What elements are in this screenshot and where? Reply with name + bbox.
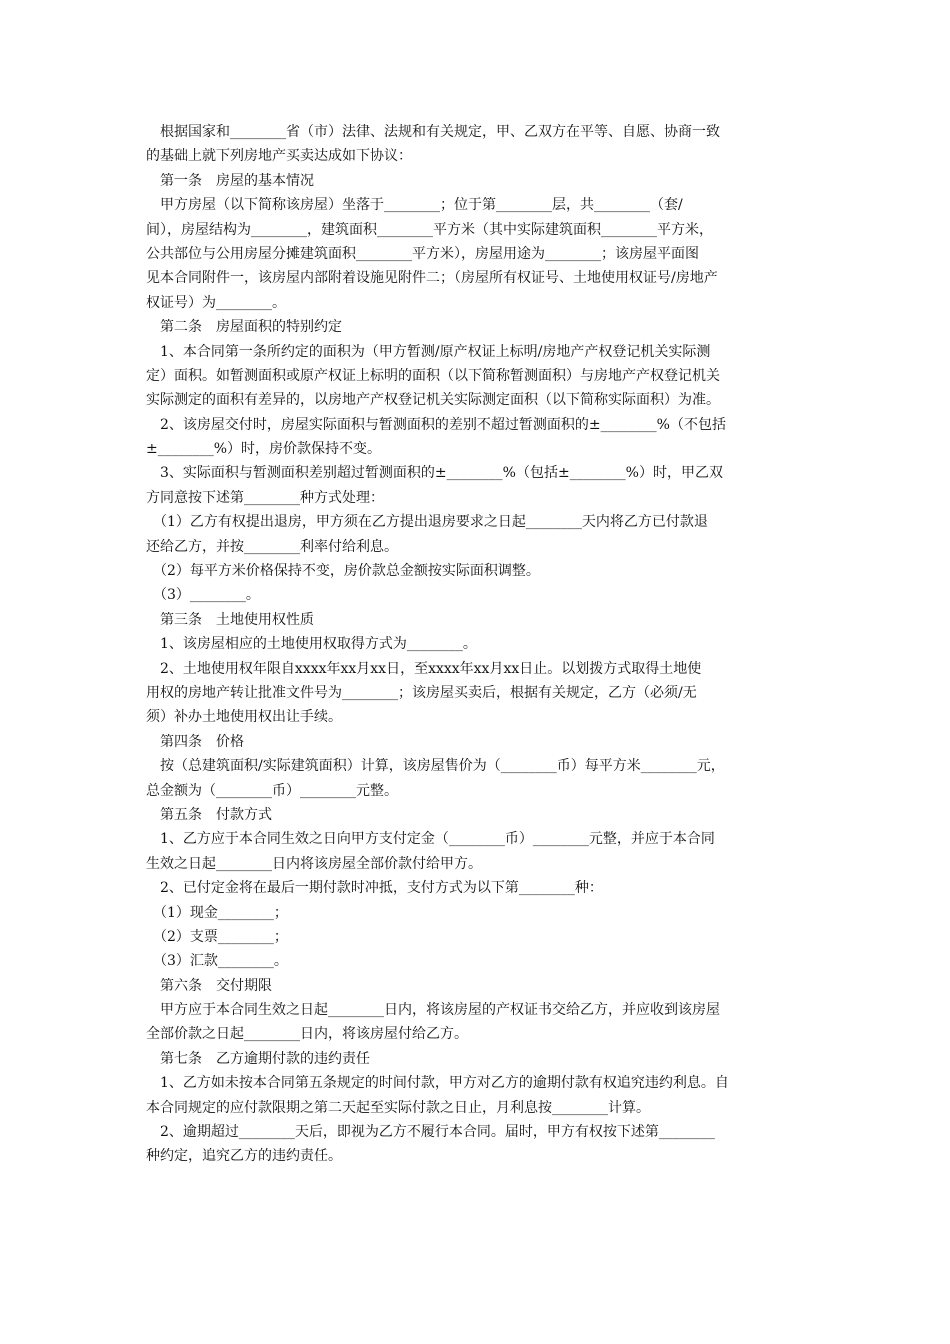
text-line: 甲方应于本合同生效之日起________日内，将该房屋的产权证书交给乙方，并应收到该房屋 [146,1002,720,1019]
text-line: 种约定，追究乙方的违约责任。 [146,1148,342,1165]
text-line: 2、该房屋交付时，房屋实际面积与暂测面积的差别不超过暂测面积的±________%（不包括 [146,416,726,433]
text-line: 权证号）为________。 [146,294,286,311]
text-line: 定）面积。如暂测面积或原产权证上标明的面积（以下简称暂测面积）与房地产产权登记机关 [146,367,720,384]
text-line: 第二条 房屋面积的特别约定 [146,319,342,336]
text-line: 实际测定的面积有差异的，以房地产产权登记机关实际测定面积（以下简称实际面积）为准。 [146,392,720,409]
text-line: 1、乙方如未按本合同第五条规定的时间付款，甲方对乙方的逾期付款有权追究违约利息。自 [146,1075,729,1092]
text-line: 第七条 乙方逾期付款的违约责任 [146,1050,370,1067]
text-line: 间），房屋结构为________，建筑面积________平方米（其中实际建筑面积________平方米， [146,221,713,238]
text-line: 第六条 交付期限 [146,977,272,994]
text-line: 第一条 房屋的基本情况 [146,172,314,189]
text-line: （1）现金________； [146,904,288,921]
text-line: 2、土地使用权年限自xxxx年xx月xx日，至xxxx年xx月xx日止。以划拨方式取得土地使 [146,660,702,677]
text-line: 1、乙方应于本合同生效之日向甲方支付定金（________币）________元整，并应于本合同 [146,831,715,848]
text-line: （3）汇款________。 [146,953,288,970]
text-line: 方同意按下述第________种方式处理： [146,489,384,506]
text-line: （3）________。 [146,587,260,604]
text-line: 公共部位与公用房屋分摊建筑面积________平方米），房屋用途为________；该房屋平面图 [146,245,699,262]
text-line: 须）补办土地使用权出让手续。 [146,709,342,726]
text-line: ±________%）时，房价款保持不变。 [146,441,382,458]
text-line: 本合同规定的应付款限期之第二天起至实际付款之日止，月利息按________计算。 [146,1099,650,1116]
text-line: 2、已付定金将在最后一期付款时冲抵，支付方式为以下第________种： [146,880,603,897]
text-line: 还给乙方，并按________利率付给利息。 [146,538,398,555]
text-line: 的基础上就下列房地产买卖达成如下协议： [146,148,412,165]
text-line: 第五条 付款方式 [146,806,272,823]
text-line: 3、实际面积与暂测面积差别超过暂测面积的±________%（包括±________%）时，甲乙双 [146,465,723,482]
contract-body [146,120,812,1169]
text-line: （1）乙方有权提出退房，甲方须在乙方提出退房要求之日起________天内将乙方已付款退 [146,514,708,531]
text-line: 第四条 价格 [146,733,244,750]
text-line: 全部价款之日起________日内，将该房屋付给乙方。 [146,1026,468,1043]
text-line: 见本合同附件一，该房屋内部附着设施见附件二；（房屋所有权证号、土地使用权证号/房地产 [146,270,718,287]
text-line: 第三条 土地使用权性质 [146,611,314,628]
text-line: 1、本合同第一条所约定的面积为（甲方暂测/原产权证上标明/房地产产权登记机关实际测 [146,343,711,360]
text-line: 按（总建筑面积/实际建筑面积）计算，该房屋售价为（________币）每平方米________元， [146,758,725,775]
text-line: （2）支票________； [146,928,288,945]
text-line: （2）每平方米价格保持不变，房价款总金额按实际面积调整。 [146,563,540,580]
text-line: 根据国家和________省（市）法律、法规和有关规定，甲、乙双方在平等、自愿、协商一致 [146,124,720,140]
text-line: 生效之日起________日内将该房屋全部价款付给甲方。 [146,855,482,872]
text-line: 1、该房屋相应的土地使用权取得方式为________。 [146,636,477,653]
text-line: 用权的房地产转让批准文件号为________；该房屋买卖后，根据有关规定，乙方（必须/无 [146,684,697,701]
text-line: 2、逾期超过________天后，即视为乙方不履行本合同。届时，甲方有权按下述第________ [146,1124,715,1141]
text-line: 总金额为（________币）________元整。 [146,782,398,799]
text-line: 甲方房屋（以下简称该房屋）坐落于________；位于第________层，共________（套/ [146,197,683,214]
